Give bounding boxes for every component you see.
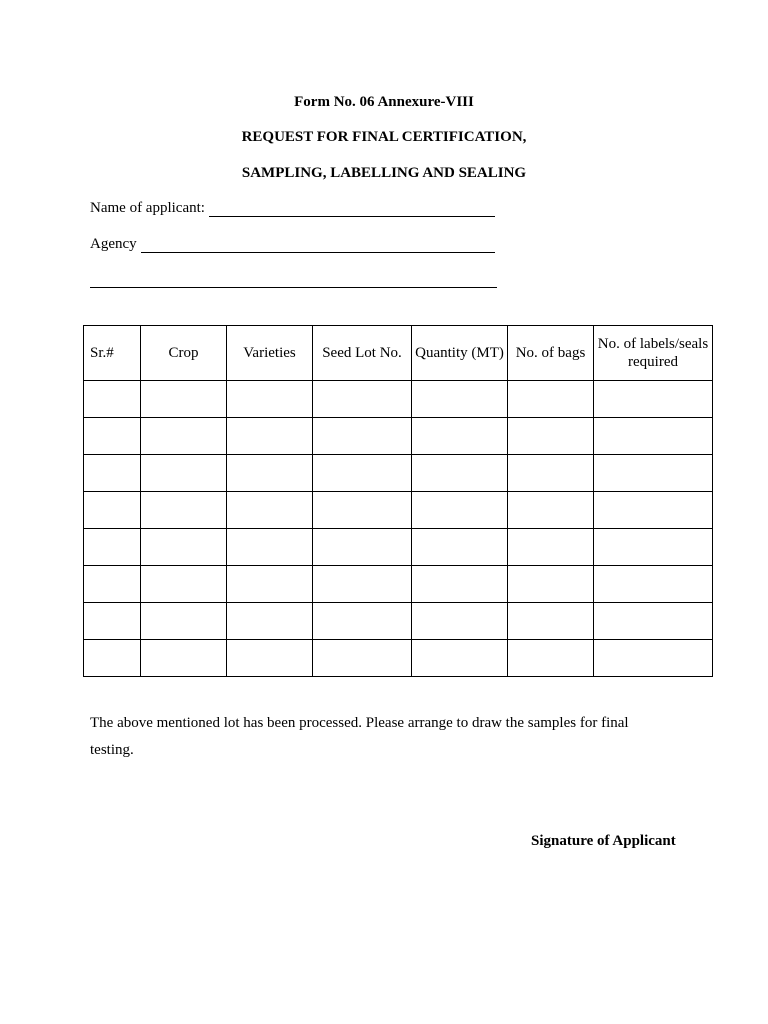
table-header-row — [84, 326, 713, 381]
table-cell[interactable] — [227, 418, 313, 455]
table-cell[interactable] — [141, 566, 227, 603]
agency-blank[interactable] — [141, 237, 495, 253]
table-cell[interactable] — [84, 492, 141, 529]
header-crop: Crop — [141, 326, 227, 381]
table-cell[interactable] — [594, 566, 713, 603]
table-cell[interactable] — [313, 492, 412, 529]
header-seed-lot-no: Seed Lot No. — [313, 326, 412, 381]
table-cell[interactable] — [227, 455, 313, 492]
table-cell[interactable] — [508, 529, 594, 566]
form-title-line-2: SAMPLING, LABELLING AND SEALING — [241, 165, 527, 181]
table-cell[interactable] — [313, 566, 412, 603]
form-title-line-1: REQUEST FOR FINAL CERTIFICATION, — [241, 129, 527, 145]
processing-statement: The above mentioned lot has been processed. Please arrange to draw the samples for final testing. — [90, 715, 629, 758]
form-number: Form No. 06 Annexure-VIII — [294, 94, 474, 110]
table-row — [84, 381, 713, 418]
table-cell[interactable] — [227, 381, 313, 418]
agency-field — [90, 236, 495, 253]
table-cell[interactable] — [141, 603, 227, 640]
table-cell[interactable] — [412, 529, 508, 566]
table-cell[interactable] — [412, 381, 508, 418]
applicant-name-blank[interactable] — [209, 201, 495, 217]
table-cell[interactable] — [84, 640, 141, 677]
table-row — [84, 603, 713, 640]
table-row — [84, 455, 713, 492]
table-row — [84, 529, 713, 566]
table-row — [84, 492, 713, 529]
seed-lot-table — [83, 325, 713, 677]
table-cell[interactable] — [227, 492, 313, 529]
table-cell[interactable] — [594, 529, 713, 566]
table-cell[interactable] — [84, 529, 141, 566]
table-cell[interactable] — [313, 381, 412, 418]
table-cell[interactable] — [141, 418, 227, 455]
table-cell[interactable] — [412, 566, 508, 603]
table-cell[interactable] — [313, 418, 412, 455]
table-row — [84, 566, 713, 603]
agency-continuation-blank[interactable] — [90, 272, 497, 288]
applicant-name-label: Name of applicant: — [90, 200, 205, 216]
table-cell[interactable] — [313, 529, 412, 566]
table-cell[interactable] — [227, 640, 313, 677]
table-cell[interactable] — [227, 603, 313, 640]
header-quantity: Quantity (MT) — [412, 326, 508, 381]
table-cell[interactable] — [141, 381, 227, 418]
table-cell[interactable] — [84, 603, 141, 640]
applicant-name-field — [90, 200, 495, 217]
header-sr-no: Sr.# — [84, 326, 141, 381]
table-row — [84, 640, 713, 677]
table-cell[interactable] — [412, 492, 508, 529]
table-cell[interactable] — [141, 529, 227, 566]
table-cell[interactable] — [227, 529, 313, 566]
table-cell[interactable] — [594, 640, 713, 677]
signature-label: Signature of Applicant — [531, 833, 676, 849]
table-row — [84, 418, 713, 455]
table-cell[interactable] — [84, 566, 141, 603]
table-cell[interactable] — [313, 640, 412, 677]
table-cell[interactable] — [594, 455, 713, 492]
table-cell[interactable] — [412, 640, 508, 677]
table-cell[interactable] — [594, 603, 713, 640]
table-cell[interactable] — [84, 455, 141, 492]
table-cell[interactable] — [508, 381, 594, 418]
header-varieties: Varieties — [227, 326, 313, 381]
table-cell[interactable] — [508, 455, 594, 492]
table-cell[interactable] — [84, 381, 141, 418]
table-cell[interactable] — [594, 381, 713, 418]
table-cell[interactable] — [84, 418, 141, 455]
table-cell[interactable] — [313, 603, 412, 640]
table-cell[interactable] — [508, 566, 594, 603]
table-cell[interactable] — [508, 603, 594, 640]
table-cell[interactable] — [141, 455, 227, 492]
table-cell[interactable] — [594, 418, 713, 455]
header-labels-seals: No. of labels/seals required — [594, 326, 713, 381]
table-cell[interactable] — [313, 455, 412, 492]
agency-continuation-field — [90, 272, 497, 288]
header-no-of-bags: No. of bags — [508, 326, 594, 381]
table-cell[interactable] — [508, 418, 594, 455]
table-cell[interactable] — [227, 566, 313, 603]
table-cell[interactable] — [412, 603, 508, 640]
table-cell[interactable] — [508, 640, 594, 677]
table-cell[interactable] — [594, 492, 713, 529]
table-cell[interactable] — [412, 418, 508, 455]
table-cell[interactable] — [508, 492, 594, 529]
table-cell[interactable] — [412, 455, 508, 492]
table-cell[interactable] — [141, 492, 227, 529]
agency-label: Agency — [90, 236, 137, 252]
table-cell[interactable] — [141, 640, 227, 677]
